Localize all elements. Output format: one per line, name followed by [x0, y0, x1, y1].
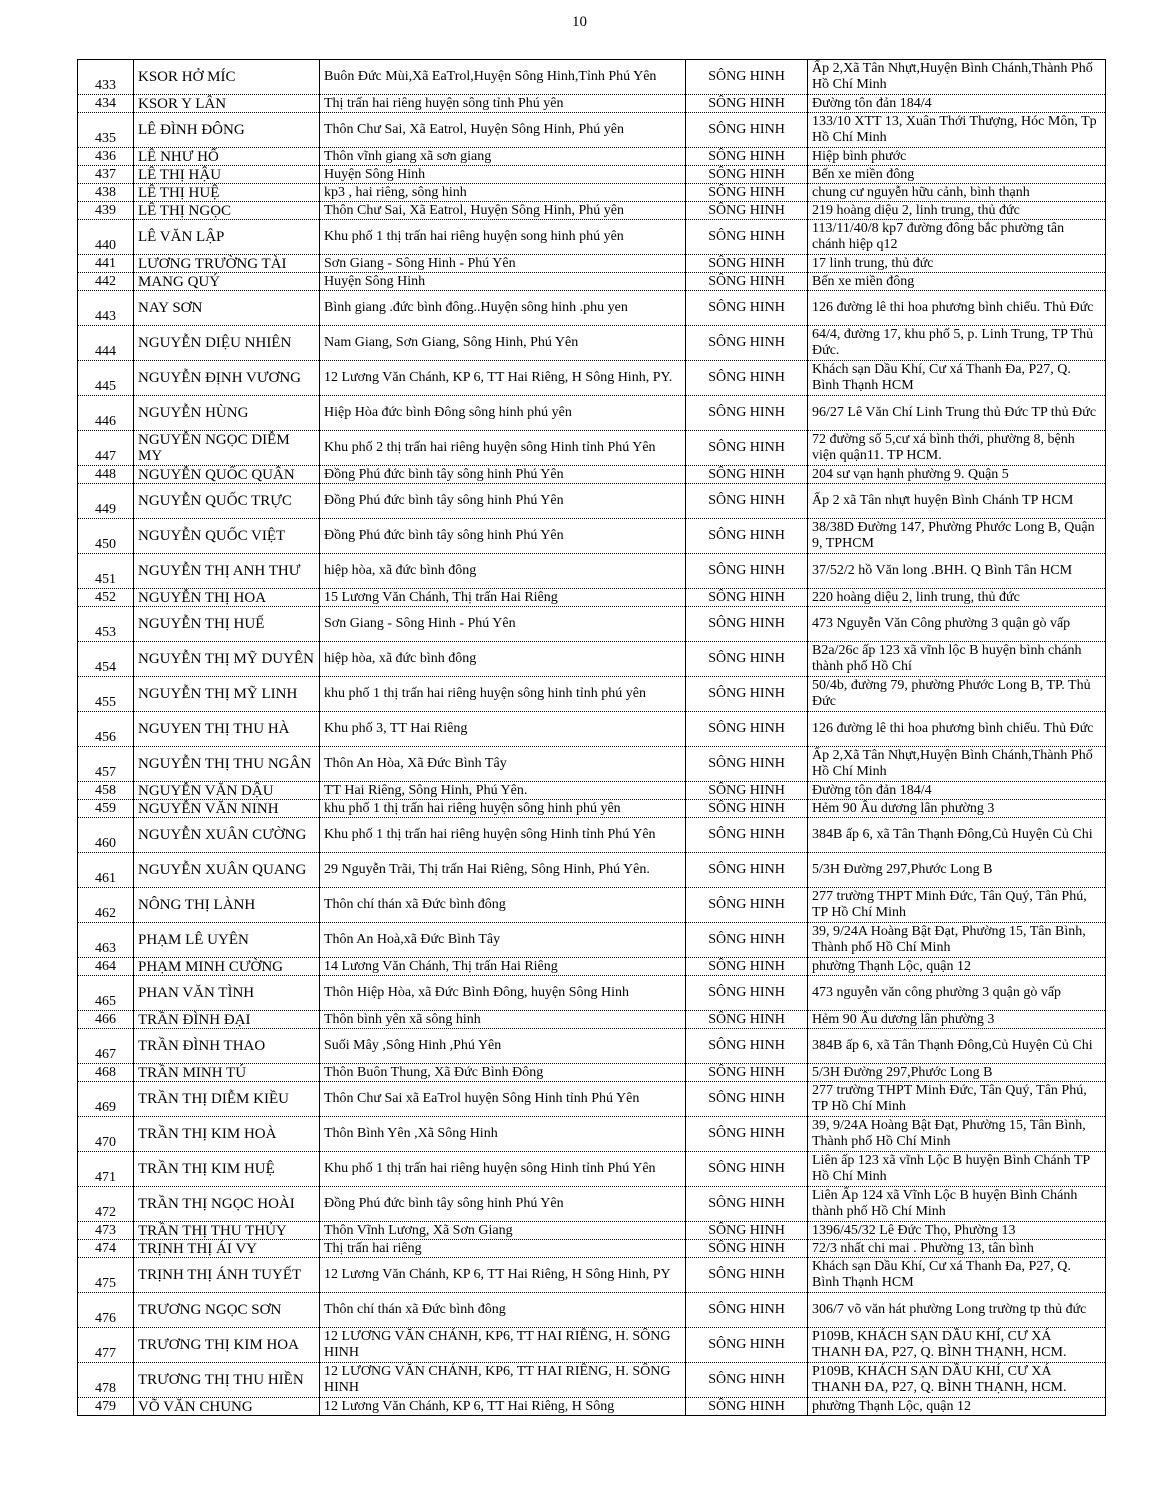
row-number-cell: 478 [78, 1363, 134, 1398]
unit-name-cell: SÔNG HINH [686, 554, 808, 589]
unit-name-cell: SÔNG HINH [686, 1240, 808, 1258]
unit-name-cell: SÔNG HINH [686, 589, 808, 607]
current-address-cell: 38/38D Đường 147, Phường Phước Long B, Quận 9, TPHCM [808, 519, 1106, 554]
unit-name-cell: SÔNG HINH [686, 1064, 808, 1082]
full-name-cell: NGUYỄN THỊ HOA [134, 589, 320, 607]
unit-name-cell: SÔNG HINH [686, 1363, 808, 1398]
table-row [78, 95, 1106, 113]
row-number-cell: 444 [78, 326, 134, 361]
full-name-cell: LÊ ĐÌNH ĐÔNG [134, 113, 320, 148]
full-name-cell: TRỊNH THỊ ÁNH TUYẾT [134, 1258, 320, 1293]
table-row [78, 220, 1106, 255]
table-row [78, 589, 1106, 607]
home-address-cell: Thôn Hiệp Hòa, xã Đức Bình Đông, huyện Sông Hinh [320, 976, 686, 1011]
unit-name-cell: SÔNG HINH [686, 60, 808, 95]
table-row [78, 607, 1106, 642]
full-name-cell: TRẦN THỊ KIM HUỆ [134, 1152, 320, 1187]
unit-name-cell: SÔNG HINH [686, 642, 808, 677]
unit-name-cell: SÔNG HINH [686, 677, 808, 712]
current-address-cell: phường Thạnh Lộc, quận 12 [808, 958, 1106, 976]
home-address-cell: Khu phố 1 thị trấn hai riêng huyện sông Hinh tỉnh Phú Yên [320, 818, 686, 853]
current-address-cell: 5/3H Đường 297,Phước Long B [808, 853, 1106, 888]
unit-name-cell: SÔNG HINH [686, 853, 808, 888]
full-name-cell: NÔNG THỊ LÀNH [134, 888, 320, 923]
unit-name-cell: SÔNG HINH [686, 1117, 808, 1152]
full-name-cell: NGUYỄN QUỐC QUÂN [134, 466, 320, 484]
row-number-cell: 449 [78, 484, 134, 519]
current-address-cell: P109B, KHÁCH SẠN DẦU KHÍ, CƯ XÁ THANH ĐA, P27, Q. BÌNH THẠNH, HCM. [808, 1328, 1106, 1363]
current-address-cell: 220 hoàng diệu 2, linh trung, thủ đức [808, 589, 1106, 607]
full-name-cell: NGUYỄN QUỐC VIỆT [134, 519, 320, 554]
table-row [78, 484, 1106, 519]
full-name-cell: PHAN VĂN TÌNH [134, 976, 320, 1011]
full-name-cell: TRỊNH THỊ ÁI VY [134, 1240, 320, 1258]
table-row [78, 466, 1106, 484]
full-name-cell: TRẦN ĐÌNH ĐẠI [134, 1011, 320, 1029]
unit-name-cell: SÔNG HINH [686, 273, 808, 291]
current-address-cell: Bến xe miền đông [808, 273, 1106, 291]
current-address-cell: 5/3H Đường 297,Phước Long B [808, 1064, 1106, 1082]
row-number-cell: 463 [78, 923, 134, 958]
home-address-cell: Thôn bình yên xã sông hinh [320, 1011, 686, 1029]
unit-name-cell: SÔNG HINH [686, 519, 808, 554]
home-address-cell: Thôn Chư Sai, Xã Eatrol, Huyện Sông Hinh, Phú yên [320, 202, 686, 220]
row-number-cell: 472 [78, 1187, 134, 1222]
row-number-cell: 456 [78, 712, 134, 747]
full-name-cell: NGUYỄN THỊ HUẾ [134, 607, 320, 642]
full-name-cell: NGUYỄN DIỆU NHIÊN [134, 326, 320, 361]
unit-name-cell: SÔNG HINH [686, 747, 808, 782]
row-number-cell: 451 [78, 554, 134, 589]
row-number-cell: 433 [78, 60, 134, 95]
current-address-cell: 384B ấp 6, xã Tân Thạnh Đông,Củ Huyện Củ Chi [808, 818, 1106, 853]
full-name-cell: TRƯƠNG THỊ KIM HOA [134, 1328, 320, 1363]
unit-name-cell: SÔNG HINH [686, 1293, 808, 1328]
home-address-cell: khu phố 1 thị trấn hai riêng huyện sông hinh phú yên [320, 800, 686, 818]
home-address-cell: 14 Lương Văn Chánh, Thị trấn Hai Riêng [320, 958, 686, 976]
row-number-cell: 473 [78, 1222, 134, 1240]
unit-name-cell: SÔNG HINH [686, 1082, 808, 1117]
unit-name-cell: SÔNG HINH [686, 1011, 808, 1029]
table-row [78, 1029, 1106, 1064]
table-row [78, 273, 1106, 291]
full-name-cell: LÊ THỊ NGỌC [134, 202, 320, 220]
table-row [78, 677, 1106, 712]
current-address-cell: 126 đường lê thi hoa phương bình chiểu. Thủ Đức [808, 291, 1106, 326]
row-number-cell: 450 [78, 519, 134, 554]
unit-name-cell: SÔNG HINH [686, 431, 808, 466]
unit-name-cell: SÔNG HINH [686, 1222, 808, 1240]
home-address-cell: 12 Lương Văn Chánh, KP 6, TT Hai Riêng, H Sông [320, 1398, 686, 1416]
row-number-cell: 469 [78, 1082, 134, 1117]
home-address-cell: hiệp hòa, xã đức bình đông [320, 642, 686, 677]
row-number-cell: 440 [78, 220, 134, 255]
row-number-cell: 461 [78, 853, 134, 888]
page-number: 10 [572, 14, 587, 30]
registry-table [77, 59, 1106, 1416]
row-number-cell: 454 [78, 642, 134, 677]
home-address-cell: Thôn An Hoà,xã Đức Bình Tây [320, 923, 686, 958]
row-number-cell: 435 [78, 113, 134, 148]
full-name-cell: NGUYỄN THỊ MỸ LINH [134, 677, 320, 712]
full-name-cell: TRƯƠNG NGỌC SƠN [134, 1293, 320, 1328]
current-address-cell: Ấp 2 xã Tân nhựt huyện Bình Chánh TP HCM [808, 484, 1106, 519]
table-row [78, 712, 1106, 747]
current-address-cell: 64/4, đường 17, khu phố 5, p. Linh Trung, TP Thủ Đức. [808, 326, 1106, 361]
full-name-cell: TRẦN THỊ THU THỦY [134, 1222, 320, 1240]
home-address-cell: Suối Mây ,Sông Hinh ,Phú Yên [320, 1029, 686, 1064]
current-address-cell: 39, 9/24A Hoàng Bật Đạt, Phường 15, Tân Bình, Thành phố Hồ Chí Minh [808, 923, 1106, 958]
current-address-cell: 277 trường THPT Minh Đức, Tân Quý, Tân Phú, TP Hồ Chí Minh [808, 888, 1106, 923]
home-address-cell: Đồng Phú đức bình tây sông hinh Phú Yên [320, 1187, 686, 1222]
full-name-cell: LƯƠNG TRƯỜNG TÀI [134, 255, 320, 273]
row-number-cell: 453 [78, 607, 134, 642]
home-address-cell: kp3 , hai riêng, sông hinh [320, 184, 686, 202]
row-number-cell: 466 [78, 1011, 134, 1029]
full-name-cell: NGUYỄN THỊ MỸ DUYÊN [134, 642, 320, 677]
current-address-cell: 50/4b, đường 79, phường Phước Long B, TP. Thủ Đức [808, 677, 1106, 712]
home-address-cell: Thôn Chư Sai xã EaTrol huyện Sông Hinh tỉnh Phú Yên [320, 1082, 686, 1117]
home-address-cell: Thôn Chư Sai, Xã Eatrol, Huyện Sông Hinh, Phú yên [320, 113, 686, 148]
home-address-cell: Khu phố 2 thị trấn hai riêng huyện sông Hinh tỉnh Phú Yên [320, 431, 686, 466]
home-address-cell: Khu phố 3, TT Hai Riêng [320, 712, 686, 747]
table-row [78, 291, 1106, 326]
unit-name-cell: SÔNG HINH [686, 220, 808, 255]
full-name-cell: KSOR HỞ MÍC [134, 60, 320, 95]
unit-name-cell: SÔNG HINH [686, 800, 808, 818]
home-address-cell: Thôn Buôn Thung, Xã Đức Bình Đông [320, 1064, 686, 1082]
row-number-cell: 441 [78, 255, 134, 273]
full-name-cell: TRẦN THỊ DIỄM KIỀU [134, 1082, 320, 1117]
table-row [78, 1258, 1106, 1293]
row-number-cell: 468 [78, 1064, 134, 1082]
table-row [78, 1011, 1106, 1029]
full-name-cell: LÊ THỊ HẬU [134, 166, 320, 184]
home-address-cell: Bình giang .đức bình đông..Huyện sông hinh .phu yen [320, 291, 686, 326]
unit-name-cell: SÔNG HINH [686, 958, 808, 976]
unit-name-cell: SÔNG HINH [686, 1152, 808, 1187]
current-address-cell: Đường tôn đản 184/4 [808, 782, 1106, 800]
table-row [78, 361, 1106, 396]
row-number-cell: 459 [78, 800, 134, 818]
current-address-cell: 72/3 nhất chi mai . Phường 13, tân bình [808, 1240, 1106, 1258]
row-number-cell: 479 [78, 1398, 134, 1416]
full-name-cell: NGUYỄN ĐỊNH VƯƠNG [134, 361, 320, 396]
row-number-cell: 447 [78, 431, 134, 466]
current-address-cell: Khách sạn Dầu Khí, Cư xá Thanh Đa, P27, Q. Bình Thạnh HCM [808, 1258, 1106, 1293]
current-address-cell: Liên Ấp 124 xã Vĩnh Lộc B huyện Bình Chánh thành phố Hồ Chí Minh [808, 1187, 1106, 1222]
table-row [78, 1398, 1106, 1416]
full-name-cell: TRƯƠNG THỊ THU HIỀN [134, 1363, 320, 1398]
full-name-cell: NGUYỄN VĂN DẬU [134, 782, 320, 800]
table-row [78, 958, 1106, 976]
full-name-cell: NGUYỄN NGỌC DIỄM MY [134, 431, 320, 466]
current-address-cell: 72 đường số 5,cư xá bình thới, phường 8, bệnh viện quận11. TP HCM. [808, 431, 1106, 466]
table-row [78, 818, 1106, 853]
home-address-cell: Hiệp Hòa đức bình Đông sông hinh phú yên [320, 396, 686, 431]
full-name-cell: VÕ VĂN CHUNG [134, 1398, 320, 1416]
table-row [78, 923, 1106, 958]
row-number-cell: 477 [78, 1328, 134, 1363]
row-number-cell: 434 [78, 95, 134, 113]
row-number-cell: 436 [78, 148, 134, 166]
table-row [78, 431, 1106, 466]
home-address-cell: Sơn Giang - Sông Hinh - Phú Yên [320, 255, 686, 273]
row-number-cell: 458 [78, 782, 134, 800]
current-address-cell: Liên ấp 123 xã vĩnh Lộc B huyện Bình Chánh TP Hồ Chí Minh [808, 1152, 1106, 1187]
current-address-cell: Ấp 2,Xã Tân Nhựt,Huyện Bình Chánh,Thành Phố Hồ Chí Minh [808, 60, 1106, 95]
current-address-cell: Hẻm 90 Âu dương lân phường 3 [808, 1011, 1106, 1029]
current-address-cell: 17 linh trung, thủ đức [808, 255, 1106, 273]
table-row [78, 519, 1106, 554]
table-row [78, 60, 1106, 95]
current-address-cell: Hiệp bình phước [808, 148, 1106, 166]
table-row [78, 1222, 1106, 1240]
home-address-cell: Thôn Vĩnh Lương, Xã Sơn Giang [320, 1222, 686, 1240]
full-name-cell: NGUYỄN VĂN NINH [134, 800, 320, 818]
table-row [78, 782, 1106, 800]
row-number-cell: 439 [78, 202, 134, 220]
full-name-cell: KSOR Y LÂN [134, 95, 320, 113]
table-row [78, 1082, 1106, 1117]
home-address-cell: Đồng Phú đức bình tây sông hinh Phú Yên [320, 484, 686, 519]
home-address-cell: Thôn chí thán xã Đức bình đông [320, 888, 686, 923]
table-row [78, 202, 1106, 220]
unit-name-cell: SÔNG HINH [686, 326, 808, 361]
unit-name-cell: SÔNG HINH [686, 1187, 808, 1222]
full-name-cell: LÊ VĂN LẬP [134, 220, 320, 255]
home-address-cell: Đồng Phú đức bình tây sông hinh Phú Yên [320, 466, 686, 484]
row-number-cell: 465 [78, 976, 134, 1011]
home-address-cell: 12 LƯƠNG VĂN CHÁNH, KP6, TT HAI RIÊNG, H. SÔNG HINH [320, 1328, 686, 1363]
current-address-cell: 1396/45/32 Lê Đức Thọ, Phường 13 [808, 1222, 1106, 1240]
table-row [78, 800, 1106, 818]
home-address-cell: 15 Lương Văn Chánh, Thị trấn Hai Riêng [320, 589, 686, 607]
row-number-cell: 471 [78, 1152, 134, 1187]
current-address-cell: 96/27 Lê Văn Chí Linh Trung thủ Đức TP thủ Đức [808, 396, 1106, 431]
unit-name-cell: SÔNG HINH [686, 607, 808, 642]
full-name-cell: PHẠM MINH CƯỜNG [134, 958, 320, 976]
full-name-cell: NGUYỄN HÙNG [134, 396, 320, 431]
full-name-cell: MANG QUÝ [134, 273, 320, 291]
home-address-cell: Buôn Đức Mùi,Xã EaTrol,Huyện Sông Hinh,Tỉnh Phú Yên [320, 60, 686, 95]
current-address-cell: Bến xe miền đông [808, 166, 1106, 184]
row-number-cell: 443 [78, 291, 134, 326]
current-address-cell: 204 sư vạn hạnh phường 9. Quận 5 [808, 466, 1106, 484]
current-address-cell: 277 trường THPT Minh Đức, Tân Quý, Tân Phú, TP Hồ Chí Minh [808, 1082, 1106, 1117]
home-address-cell: Sơn Giang - Sông Hinh - Phú Yên [320, 607, 686, 642]
full-name-cell: NGUYỄN THỊ THU NGÂN [134, 747, 320, 782]
table-row [78, 1240, 1106, 1258]
row-number-cell: 457 [78, 747, 134, 782]
table-row [78, 1064, 1106, 1082]
full-name-cell: NGUYỄN QUỐC TRỰC [134, 484, 320, 519]
unit-name-cell: SÔNG HINH [686, 202, 808, 220]
row-number-cell: 438 [78, 184, 134, 202]
full-name-cell: NGUYỄN XUÂN QUANG [134, 853, 320, 888]
row-number-cell: 448 [78, 466, 134, 484]
row-number-cell: 470 [78, 1117, 134, 1152]
table-row [78, 113, 1106, 148]
table-row [78, 853, 1106, 888]
home-address-cell: hiệp hòa, xã đức bình đông [320, 554, 686, 589]
unit-name-cell: SÔNG HINH [686, 484, 808, 519]
current-address-cell: Hẻm 90 Âu dương lân phường 3 [808, 800, 1106, 818]
current-address-cell: 113/11/40/8 kp7 đường đông bắc phường tân chánh hiệp q12 [808, 220, 1106, 255]
table-row [78, 184, 1106, 202]
home-address-cell: 12 Lương Văn Chánh, KP 6, TT Hai Riêng, H Sông Hinh, PY. [320, 361, 686, 396]
unit-name-cell: SÔNG HINH [686, 255, 808, 273]
unit-name-cell: SÔNG HINH [686, 1328, 808, 1363]
row-number-cell: 474 [78, 1240, 134, 1258]
full-name-cell: TRẦN ĐÌNH THAO [134, 1029, 320, 1064]
current-address-cell: Khách sạn Dầu Khí, Cư xá Thanh Đa, P27, Q. Bình Thạnh HCM [808, 361, 1106, 396]
home-address-cell: Nam Giang, Sơn Giang, Sông Hinh, Phú Yên [320, 326, 686, 361]
current-address-cell: 39, 9/24A Hoàng Bật Đạt, Phường 15, Tân Bình, Thành phố Hồ Chí Minh [808, 1117, 1106, 1152]
home-address-cell: 29 Nguyễn Trãi, Thị trấn Hai Riêng, Sông Hinh, Phú Yên. [320, 853, 686, 888]
current-address-cell: Ấp 2,Xã Tân Nhựt,Huyện Bình Chánh,Thành Phố Hồ Chí Minh [808, 747, 1106, 782]
unit-name-cell: SÔNG HINH [686, 818, 808, 853]
table-row [78, 148, 1106, 166]
current-address-cell: B2a/26c ấp 123 xã vĩnh lộc B huyện bình chánh thành phố Hồ Chí [808, 642, 1106, 677]
home-address-cell: Đồng Phú đức bình tây sông hinh Phú Yên [320, 519, 686, 554]
row-number-cell: 446 [78, 396, 134, 431]
unit-name-cell: SÔNG HINH [686, 113, 808, 148]
full-name-cell: NGUYỄN XUÂN CƯỜNG [134, 818, 320, 853]
row-number-cell: 464 [78, 958, 134, 976]
home-address-cell: Thôn chí thán xã Đức bình đông [320, 1293, 686, 1328]
current-address-cell: 126 đường lê thi hoa phương bình chiểu. Thủ Đức [808, 712, 1106, 747]
row-number-cell: 460 [78, 818, 134, 853]
full-name-cell: NAY SƠN [134, 291, 320, 326]
unit-name-cell: SÔNG HINH [686, 888, 808, 923]
full-name-cell: LÊ THỊ HUỆ [134, 184, 320, 202]
unit-name-cell: SÔNG HINH [686, 1398, 808, 1416]
table-row [78, 554, 1106, 589]
home-address-cell: 12 Lương Văn Chánh, KP 6, TT Hai Riêng, H Sông Hinh, PY [320, 1258, 686, 1293]
home-address-cell: Khu phố 1 thị trấn hai riêng huyện song hinh phú yên [320, 220, 686, 255]
home-address-cell: Thị trấn hai riêng huyện sông tỉnh Phú yên [320, 95, 686, 113]
unit-name-cell: SÔNG HINH [686, 361, 808, 396]
table-row [78, 642, 1106, 677]
table-row [78, 166, 1106, 184]
table-row [78, 326, 1106, 361]
current-address-cell: 473 Nguyễn Văn Công phường 3 quận gò vấp [808, 607, 1106, 642]
current-address-cell: chung cư nguyễn hữu cảnh, bình thạnh [808, 184, 1106, 202]
home-address-cell: TT Hai Riêng, Sông Hinh, Phú Yên. [320, 782, 686, 800]
unit-name-cell: SÔNG HINH [686, 166, 808, 184]
table-row [78, 1363, 1106, 1398]
current-address-cell: phường Thạnh Lộc, quận 12 [808, 1398, 1106, 1416]
row-number-cell: 452 [78, 589, 134, 607]
unit-name-cell: SÔNG HINH [686, 1029, 808, 1064]
home-address-cell: Huyện Sông Hinh [320, 273, 686, 291]
current-address-cell: 306/7 võ văn hát phường Long trường tp thủ đức [808, 1293, 1106, 1328]
row-number-cell: 455 [78, 677, 134, 712]
full-name-cell: TRẦN THỊ KIM HOÀ [134, 1117, 320, 1152]
home-address-cell: khu phố 1 thị trấn hai riêng huyện sông hinh tỉnh phú yên [320, 677, 686, 712]
unit-name-cell: SÔNG HINH [686, 148, 808, 166]
row-number-cell: 476 [78, 1293, 134, 1328]
current-address-cell: 133/10 XTT 13, Xuân Thới Thượng, Hóc Môn, Tp Hồ Chí Minh [808, 113, 1106, 148]
home-address-cell: Thị trấn hai riêng [320, 1240, 686, 1258]
unit-name-cell: SÔNG HINH [686, 1258, 808, 1293]
current-address-cell: 37/52/2 hồ Văn long .BHH. Q Bình Tân HCM [808, 554, 1106, 589]
table-row [78, 1187, 1106, 1222]
home-address-cell: Thôn Bình Yên ,Xã Sông Hinh [320, 1117, 686, 1152]
table-row [78, 255, 1106, 273]
table-row [78, 976, 1106, 1011]
home-address-cell: 12 LƯƠNG VĂN CHÁNH, KP6, TT HAI RIÊNG, H. SÔNG HINH [320, 1363, 686, 1398]
table-row [78, 396, 1106, 431]
table-row [78, 747, 1106, 782]
unit-name-cell: SÔNG HINH [686, 923, 808, 958]
table-row [78, 1328, 1106, 1363]
table-row [78, 1152, 1106, 1187]
table-row [78, 1117, 1106, 1152]
current-address-cell: 473 nguyễn văn công phường 3 quận gò vấp [808, 976, 1106, 1011]
unit-name-cell: SÔNG HINH [686, 396, 808, 431]
unit-name-cell: SÔNG HINH [686, 291, 808, 326]
current-address-cell: Đường tôn đản 184/4 [808, 95, 1106, 113]
unit-name-cell: SÔNG HINH [686, 95, 808, 113]
table-row [78, 1293, 1106, 1328]
row-number-cell: 442 [78, 273, 134, 291]
home-address-cell: Huyện Sông Hinh [320, 166, 686, 184]
home-address-cell: Thôn An Hòa, Xã Đức Bình Tây [320, 747, 686, 782]
home-address-cell: Thôn vĩnh giang xã sơn giang [320, 148, 686, 166]
current-address-cell: P109B, KHÁCH SẠN DẦU KHÍ, CƯ XÁ THANH ĐA, P27, Q. BÌNH THẠNH, HCM. [808, 1363, 1106, 1398]
unit-name-cell: SÔNG HINH [686, 466, 808, 484]
unit-name-cell: SÔNG HINH [686, 976, 808, 1011]
unit-name-cell: SÔNG HINH [686, 712, 808, 747]
table-row [78, 888, 1106, 923]
unit-name-cell: SÔNG HINH [686, 184, 808, 202]
full-name-cell: TRẦN MINH TÚ [134, 1064, 320, 1082]
full-name-cell: NGUYỄN THỊ ANH THƯ [134, 554, 320, 589]
full-name-cell: PHẠM LÊ UYÊN [134, 923, 320, 958]
unit-name-cell: SÔNG HINH [686, 782, 808, 800]
full-name-cell: LÊ NHƯ HỔ [134, 148, 320, 166]
row-number-cell: 467 [78, 1029, 134, 1064]
full-name-cell: NGUYEN THỊ THU HÀ [134, 712, 320, 747]
row-number-cell: 445 [78, 361, 134, 396]
full-name-cell: TRẦN THỊ NGỌC HOÀI [134, 1187, 320, 1222]
row-number-cell: 462 [78, 888, 134, 923]
home-address-cell: Khu phố 1 thị trấn hai riêng huyện sông Hinh tỉnh Phú Yên [320, 1152, 686, 1187]
row-number-cell: 475 [78, 1258, 134, 1293]
current-address-cell: 219 hoàng diệu 2, linh trung, thủ đức [808, 202, 1106, 220]
current-address-cell: 384B ấp 6, xã Tân Thạnh Đông,Củ Huyện Củ Chi [808, 1029, 1106, 1064]
row-number-cell: 437 [78, 166, 134, 184]
